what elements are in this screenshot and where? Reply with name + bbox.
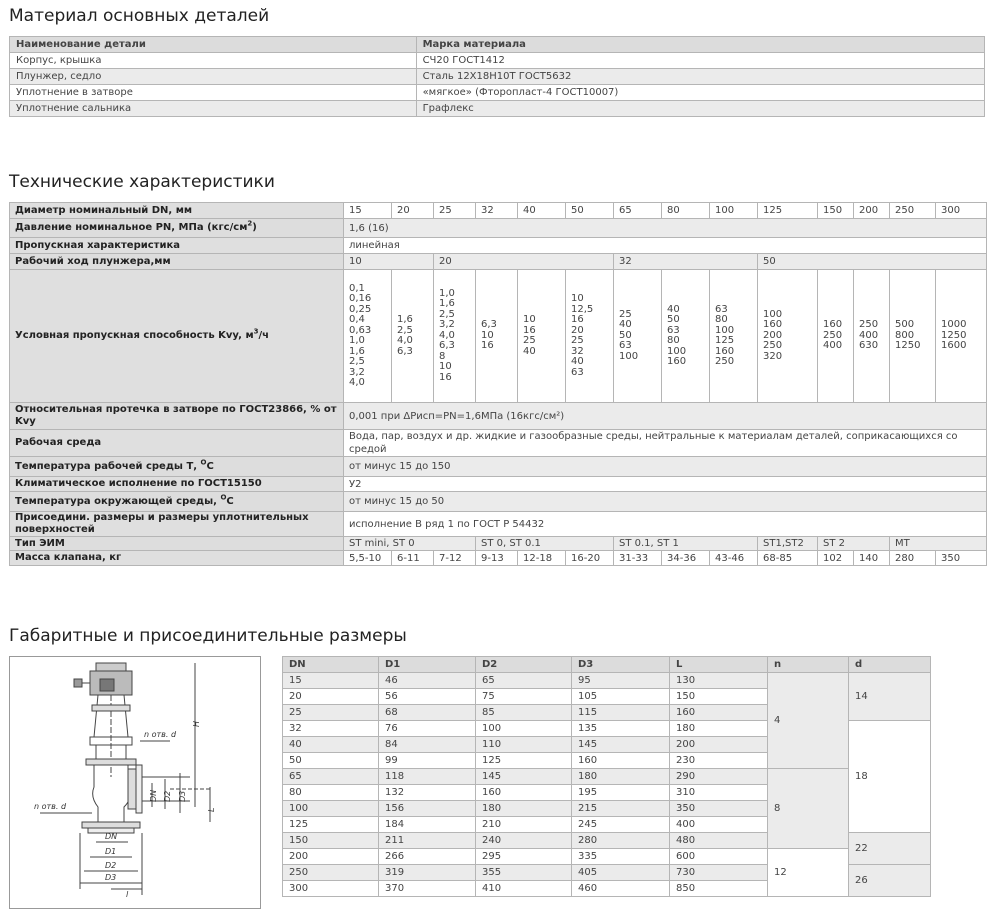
dims-cell: 730 (670, 865, 768, 881)
dims-cell: 160 (572, 753, 670, 769)
kvy-values: 10 12,5 16 20 25 32 40 63 (566, 270, 614, 403)
dn-label: Диаметр номинальный DN, мм (10, 203, 344, 219)
label-h: H (192, 720, 201, 727)
stroke-row (10, 254, 987, 270)
dims-cell: 280 (572, 833, 670, 849)
dims-cell: 180 (572, 769, 670, 785)
part-name: Уплотнение в затворе (10, 85, 417, 101)
label-dn-side: DN (149, 789, 158, 802)
kvy-row (10, 270, 987, 403)
label-holes-top: n отв. d (144, 730, 177, 739)
dn-value: 40 (518, 203, 566, 219)
label-d3-side: D3 (178, 790, 187, 802)
dn-row (10, 203, 987, 219)
dn-value: 20 (392, 203, 434, 219)
kvy-values: 40 50 63 80 100 160 (662, 270, 710, 403)
mass-row (10, 551, 987, 566)
materials-header-grade: Марка материала (416, 37, 984, 53)
kvy-values: 100 160 200 250 320 (758, 270, 818, 403)
kvy-values: 25 40 50 63 100 (614, 270, 662, 403)
dims-cell: 295 (476, 849, 572, 865)
dims-header: L (670, 657, 768, 673)
dims-cell: 145 (572, 737, 670, 753)
ambient-label-sup: О (220, 493, 227, 502)
dims-cell: 80 (283, 785, 379, 801)
pn-label (10, 219, 344, 238)
mass-value: 5,5-10 (344, 551, 392, 566)
dn-value: 32 (476, 203, 518, 219)
dims-cell: 100 (476, 721, 572, 737)
dims-cell: 132 (379, 785, 476, 801)
dims-cell: 15 (283, 673, 379, 689)
material-grade: Графлекс (416, 101, 984, 117)
table-row (283, 673, 931, 689)
kvy-values: 0,1 0,16 0,25 0,4 0,63 1,0 1,6 2,5 3,2 4,0 (344, 270, 392, 403)
dims-header: D3 (572, 657, 670, 673)
kvy-values: 160 250 400 (818, 270, 854, 403)
dn-value: 150 (818, 203, 854, 219)
kvy-values: 500 800 1250 (890, 270, 936, 403)
medium-label: Рабочая среда (10, 430, 344, 457)
dims-cell: 335 (572, 849, 670, 865)
climate-label: Климатическое исполнение по ГОСТ15150 (10, 477, 344, 492)
dims-cell: 240 (476, 833, 572, 849)
tech-title: Технические характеристики (9, 172, 275, 192)
dims-cell: 600 (670, 849, 768, 865)
stroke-value: 10 (344, 254, 434, 270)
temp-label (10, 457, 344, 477)
pn-label-text: Давление номинальное PN, МПа (кгс/см (15, 222, 248, 233)
dims-cell: 68 (379, 705, 476, 721)
dims-cell: 480 (670, 833, 768, 849)
dims-cell: 400 (670, 817, 768, 833)
material-grade: СЧ20 ГОСТ1412 (416, 53, 984, 69)
dims-cell: 300 (283, 881, 379, 897)
tech-specs-table (9, 202, 987, 566)
materials-title: Материал основных деталей (9, 6, 270, 26)
label-d2-side: D2 (163, 790, 172, 802)
stroke-value: 32 (614, 254, 758, 270)
dims-cell: 85 (476, 705, 572, 721)
dims-cell: 95 (572, 673, 670, 689)
dims-cell: 405 (572, 865, 670, 881)
dims-cell: 65 (283, 769, 379, 785)
dn-value: 100 (710, 203, 758, 219)
mass-value: 280 (890, 551, 936, 566)
temp-value: от минус 15 до 150 (344, 457, 987, 477)
label-dn-bottom: DN (105, 832, 118, 841)
d-group: 22 (849, 833, 931, 865)
dims-header: D2 (476, 657, 572, 673)
temp-label-sup: О (200, 458, 207, 467)
dn-value: 200 (854, 203, 890, 219)
dimensions-table (282, 656, 931, 897)
dims-cell: 156 (379, 801, 476, 817)
dims-cell: 110 (476, 737, 572, 753)
table-row (10, 53, 985, 69)
mass-value: 68-85 (758, 551, 818, 566)
dims-cell: 210 (476, 817, 572, 833)
dims-title: Габаритные и присоединительные размеры (9, 626, 407, 646)
kvy-values: 63 80 100 125 160 250 (710, 270, 758, 403)
ambient-label-text: Температура окружающей среды, (15, 495, 221, 507)
label-l-bottom: l (126, 890, 129, 899)
dims-cell: 370 (379, 881, 476, 897)
kvy-values: 1,6 2,5 4,0 6,3 (392, 270, 434, 403)
kvy-values: 10 16 25 40 (518, 270, 566, 403)
table-row (283, 769, 931, 785)
label-d2-bottom: D2 (105, 861, 117, 870)
n-group: 12 (768, 849, 849, 897)
temp-row (10, 457, 987, 477)
actuator-value: ST 0.1, ST 1 (614, 537, 758, 551)
flow-char-label: Пропускная характеристика (10, 238, 344, 254)
dims-cell: 150 (670, 689, 768, 705)
actuator-label: Тип ЭИМ (10, 537, 344, 551)
kvy-label-unit: /ч (258, 330, 270, 341)
actuator-row (10, 537, 987, 551)
kvy-label-sup: 3 (253, 327, 259, 336)
kvy-values: 1,0 1,6 2,5 3,2 4,0 6,3 8 10 16 (434, 270, 476, 403)
valve-drawing (9, 656, 261, 909)
dims-cell: 75 (476, 689, 572, 705)
dims-cell: 350 (670, 801, 768, 817)
kvy-values: 250 400 630 (854, 270, 890, 403)
kvy-values: 6,3 10 16 (476, 270, 518, 403)
materials-header-part: Наименование детали (10, 37, 417, 53)
actuator-value: ST1,ST2 (758, 537, 818, 551)
dims-cell: 145 (476, 769, 572, 785)
table-row (10, 85, 985, 101)
pn-label-sup: 2 (247, 219, 253, 228)
kvy-label (10, 270, 344, 403)
dims-cell: 115 (572, 705, 670, 721)
kvy-label-text: Условная пропускная способность Kvy, м (15, 330, 254, 341)
flow-char-row (10, 238, 987, 254)
dims-cell: 46 (379, 673, 476, 689)
connect-value: исполнение В ряд 1 по ГОСТ Р 54432 (344, 512, 987, 537)
dims-cell: 56 (379, 689, 476, 705)
dn-value: 80 (662, 203, 710, 219)
dims-cell: 125 (476, 753, 572, 769)
dims-cell: 184 (379, 817, 476, 833)
mass-value: 7-12 (434, 551, 476, 566)
dims-cell: 20 (283, 689, 379, 705)
n-group: 8 (768, 769, 849, 849)
leak-label: Относительная протечка в затворе по ГОСТ23866, % от Kvy (10, 403, 344, 430)
d-group: 14 (849, 673, 931, 721)
mass-value: 6-11 (392, 551, 434, 566)
d-group: 26 (849, 865, 931, 897)
material-grade: Сталь 12Х18Н10Т ГОСТ5632 (416, 69, 984, 85)
dims-cell: 211 (379, 833, 476, 849)
dims-cell: 130 (670, 673, 768, 689)
temp-label-unit: С (206, 460, 214, 472)
mass-value: 16-20 (566, 551, 614, 566)
dims-cell: 245 (572, 817, 670, 833)
dims-cell: 230 (670, 753, 768, 769)
pn-row (10, 219, 987, 238)
ambient-label (10, 492, 344, 512)
medium-value: Вода, пар, воздух и др. жидкие и газообразные среды, нейтральные к материалам деталей, соприкасающихся со средой (344, 430, 987, 457)
part-name: Плунжер, седло (10, 69, 417, 85)
dn-value: 50 (566, 203, 614, 219)
dn-value: 125 (758, 203, 818, 219)
d-group: 18 (849, 721, 931, 833)
pn-value: 1,6 (16) (344, 219, 987, 238)
label-holes-left: n отв. d (34, 802, 67, 811)
dims-cell: 76 (379, 721, 476, 737)
dims-cell: 160 (670, 705, 768, 721)
stroke-value: 50 (758, 254, 987, 270)
leak-value: 0,001 при ΔРисп=PN=1,6МПа (16кгс/см²) (344, 403, 987, 430)
dims-cell: 118 (379, 769, 476, 785)
connect-label: Присоедини. размеры и размеры уплотнительных поверхностей (10, 512, 344, 537)
medium-row (10, 430, 987, 457)
dims-cell: 125 (283, 817, 379, 833)
dn-value: 250 (890, 203, 936, 219)
dims-header-row (283, 657, 931, 673)
dims-header: DN (283, 657, 379, 673)
dims-cell: 99 (379, 753, 476, 769)
leak-row (10, 403, 987, 430)
valve-drawing-svg (10, 657, 260, 908)
part-name: Корпус, крышка (10, 53, 417, 69)
dims-cell: 32 (283, 721, 379, 737)
n-group: 4 (768, 673, 849, 769)
dims-cell: 200 (670, 737, 768, 753)
dims-cell: 135 (572, 721, 670, 737)
ambient-value: от минус 15 до 50 (344, 492, 987, 512)
connect-row (10, 512, 987, 537)
dims-cell: 160 (476, 785, 572, 801)
table-row (10, 101, 985, 117)
dims-cell: 40 (283, 737, 379, 753)
dn-value: 300 (936, 203, 987, 219)
mass-value: 350 (936, 551, 987, 566)
dims-header: D1 (379, 657, 476, 673)
dims-cell: 25 (283, 705, 379, 721)
dims-cell: 200 (283, 849, 379, 865)
material-grade: «мягкое» (Фторопласт-4 ГОСТ10007) (416, 85, 984, 101)
temp-label-text: Температура рабочей среды Т, (15, 460, 201, 472)
label-l-side: L (207, 807, 216, 812)
materials-table (9, 36, 985, 117)
dims-cell: 310 (670, 785, 768, 801)
mass-value: 9-13 (476, 551, 518, 566)
kvy-values: 1000 1250 1600 (936, 270, 987, 403)
dims-cell: 100 (283, 801, 379, 817)
dims-cell: 180 (670, 721, 768, 737)
dims-cell: 290 (670, 769, 768, 785)
dims-cell: 215 (572, 801, 670, 817)
dims-cell: 266 (379, 849, 476, 865)
ambient-label-unit: С (226, 495, 234, 507)
actuator-value: ST 0, ST 0.1 (476, 537, 614, 551)
mass-value: 34-36 (662, 551, 710, 566)
dims-cell: 195 (572, 785, 670, 801)
dims-cell: 410 (476, 881, 572, 897)
climate-row (10, 477, 987, 492)
dn-value: 15 (344, 203, 392, 219)
dn-value: 25 (434, 203, 476, 219)
label-d1-bottom: D1 (105, 847, 117, 856)
stroke-value: 20 (434, 254, 614, 270)
dims-cell: 84 (379, 737, 476, 753)
mass-value: 102 (818, 551, 854, 566)
dims-cell: 355 (476, 865, 572, 881)
mass-value: 31-33 (614, 551, 662, 566)
dn-value: 65 (614, 203, 662, 219)
mass-value: 12-18 (518, 551, 566, 566)
dims-cell: 319 (379, 865, 476, 881)
dims-cell: 250 (283, 865, 379, 881)
stroke-label: Рабочий ход плунжера,мм (10, 254, 344, 270)
dims-cell: 105 (572, 689, 670, 705)
actuator-value: МТ (890, 537, 987, 551)
flow-char-value: линейная (344, 238, 987, 254)
ambient-row (10, 492, 987, 512)
part-name: Уплотнение сальника (10, 101, 417, 117)
dims-cell: 850 (670, 881, 768, 897)
actuator-value: ST mini, ST 0 (344, 537, 476, 551)
dims-header: d (849, 657, 931, 673)
dims-cell: 180 (476, 801, 572, 817)
dims-header: n (768, 657, 849, 673)
mass-value: 140 (854, 551, 890, 566)
actuator-value: ST 2 (818, 537, 890, 551)
table-row (283, 849, 931, 865)
dims-cell: 65 (476, 673, 572, 689)
dims-cell: 150 (283, 833, 379, 849)
label-d3-bottom: D3 (105, 873, 117, 882)
materials-header-row (10, 37, 985, 53)
mass-label: Масса клапана, кг (10, 551, 344, 566)
mass-value: 43-46 (710, 551, 758, 566)
table-row (10, 69, 985, 85)
pn-label-close: ) (252, 222, 257, 233)
dims-cell: 50 (283, 753, 379, 769)
climate-value: У2 (344, 477, 987, 492)
dims-cell: 460 (572, 881, 670, 897)
